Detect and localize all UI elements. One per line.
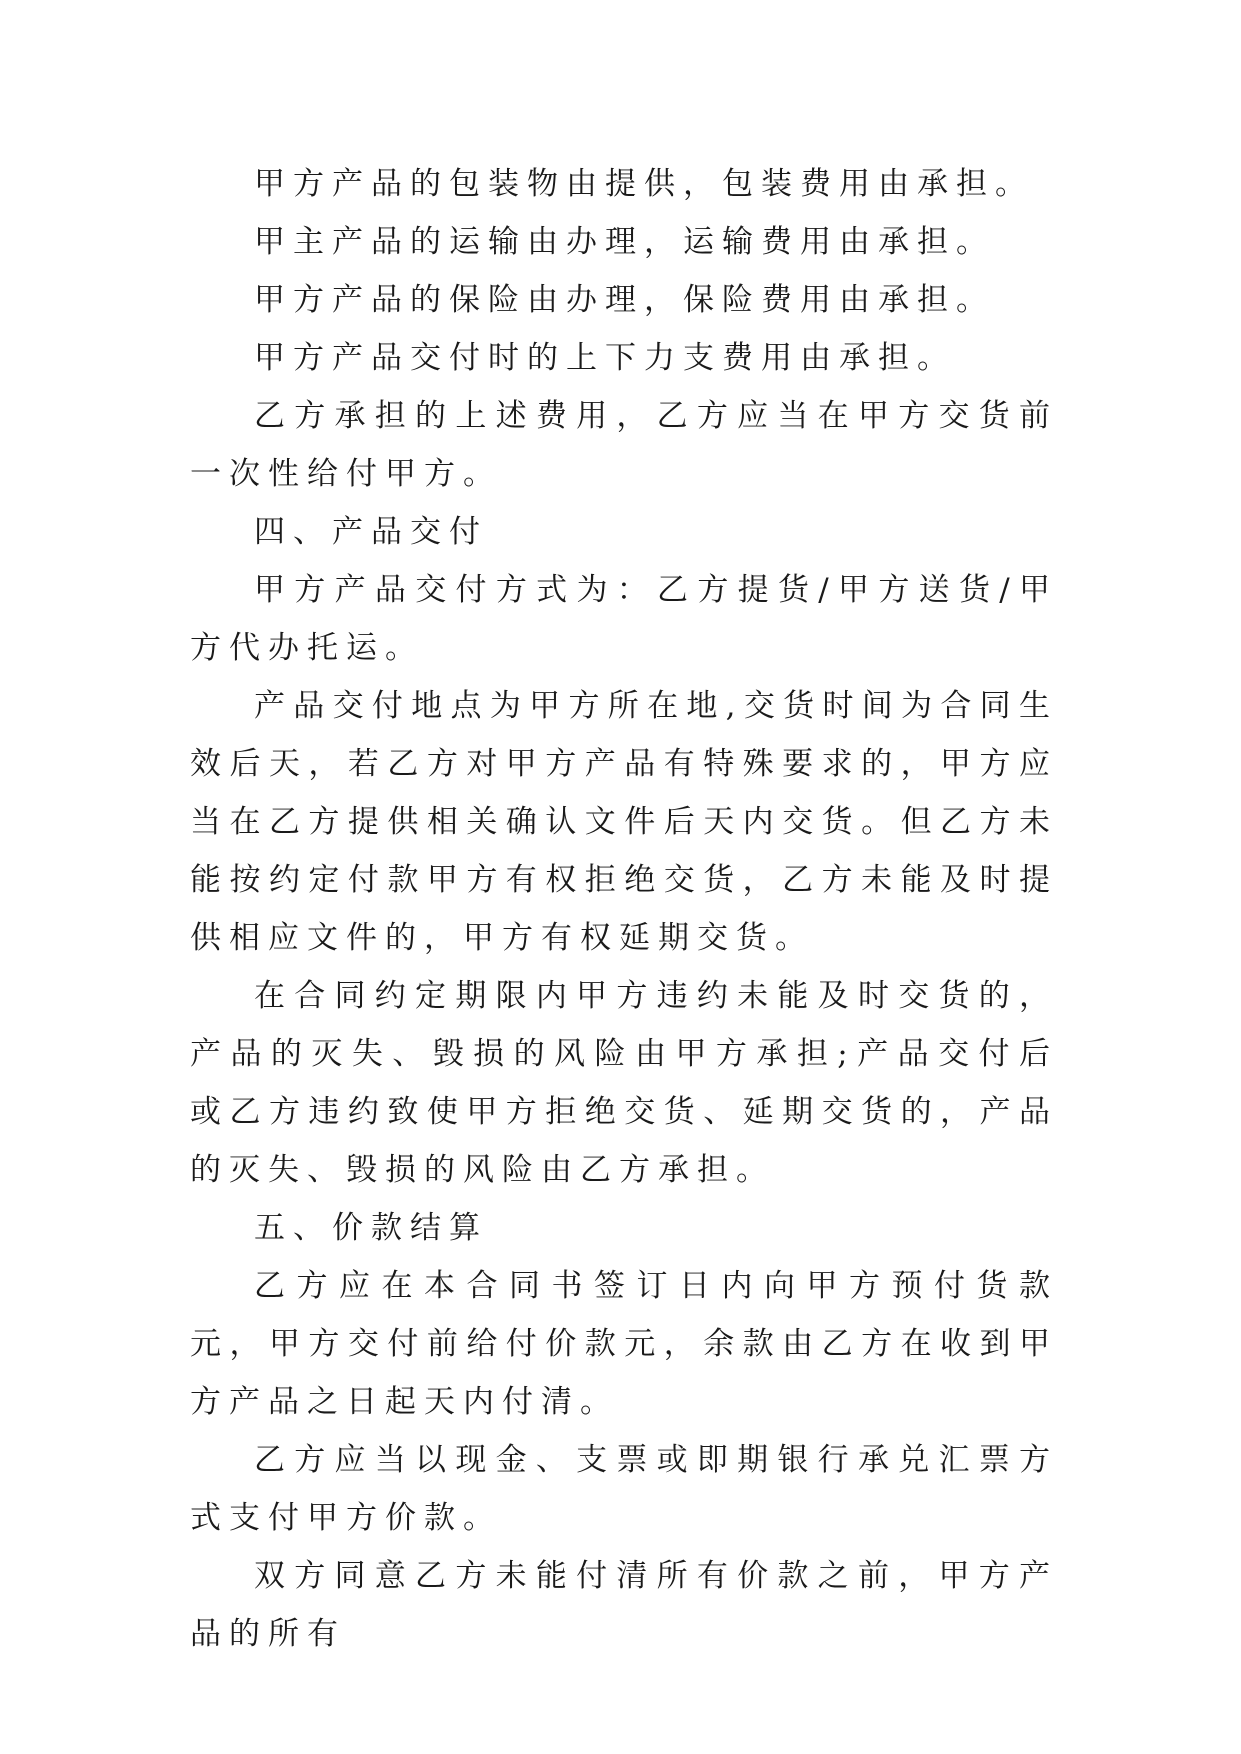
section-heading-delivery: 四、产品交付 (254, 514, 488, 550)
document-body (190, 155, 1058, 1663)
paragraph-payment-method: 乙方应当以现金、支票或即期银行承兑汇票方式支付甲方价款。 (190, 1442, 1058, 1536)
paragraph-ownership: 双方同意乙方未能付清所有价款之前，甲方产品的所有 (190, 1558, 1058, 1652)
paragraph-delivery-method: 甲方产品交付方式为：乙方提货/甲方送货/甲方代办托运。 (190, 572, 1058, 666)
paragraph-packaging: 甲方产品的包装物由提供，包装费用由承担。 (254, 166, 1034, 202)
paragraph-insurance: 甲方产品的保险由办理，保险费用由承担。 (254, 282, 995, 318)
section-heading-settlement: 五、价款结算 (254, 1210, 488, 1246)
paragraph-handling-fees: 甲方产品交付时的上下力支费用由承担。 (254, 340, 956, 376)
paragraph-prepayment: 乙方应在本合同书签订日内向甲方预付货款元，甲方交付前给付价款元，余款由乙方在收到甲方产品之日起天内付清。 (190, 1268, 1058, 1420)
paragraph-transport: 甲主产品的运输由办理，运输费用由承担。 (254, 224, 995, 260)
paragraph-delivery-location: 产品交付地点为甲方所在地,交货时间为合同生效后天，若乙方对甲方产品有特殊要求的，甲方应当在乙方提供相关确认文件后天内交货。但乙方未能按约定付款甲方有权拒绝交货，乙方未能及时提供相应文件的，甲方有权延期交货。 (190, 688, 1058, 956)
paragraph-risk-transfer: 在合同约定期限内甲方违约未能及时交货的，产品的灭失、毁损的风险由甲方承担;产品交付后或乙方违约致使甲方拒绝交货、延期交货的，产品的灭失、毁损的风险由乙方承担。 (190, 978, 1058, 1188)
paragraph-fee-payment: 乙方承担的上述费用，乙方应当在甲方交货前一次性给付甲方。 (190, 398, 1058, 492)
